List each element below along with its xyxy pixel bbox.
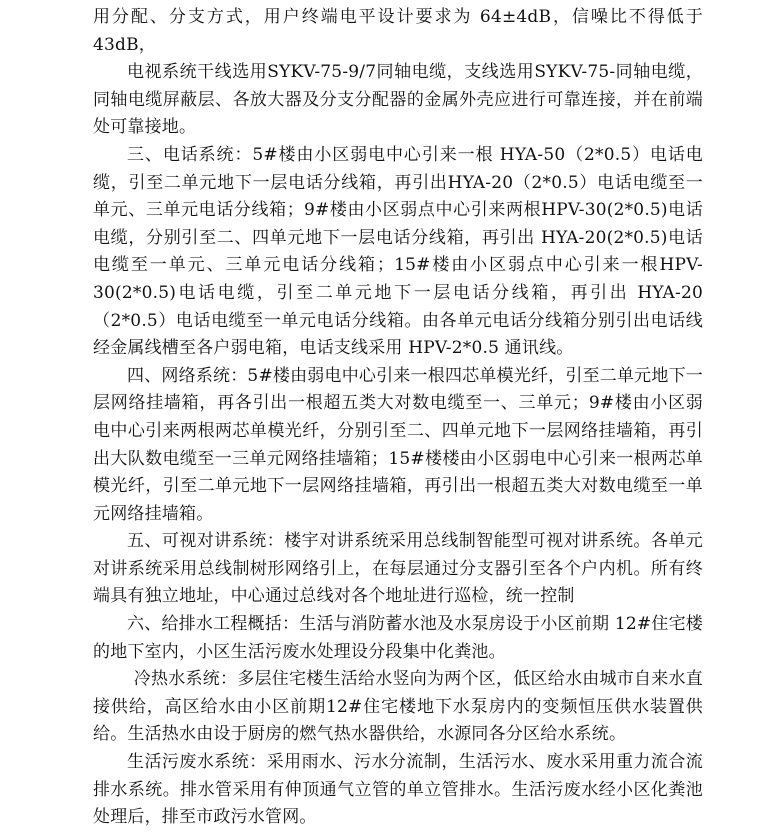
paragraph-sewage-system: 生活污废水系统：采用雨水、污水分流制，生活污水、废水采用重力流合流排水系统。排水管采用有伸顶通气立管的单立管排水。生活污废水经小区化粪池处理后，排至市政污水管网。 <box>93 752 703 828</box>
paragraph-water-supply-drainage: 六、给排水工程概括：生活与消防蓄水池及水泵房设于小区前期 12#住宅楼的地下室内，小区生活污废水处理设分段集中化粪池。 <box>93 614 703 662</box>
paragraph-telephone-system: 三、电话系统：5#楼由小区弱电中心引来一根 HYA-50（2*0.5）电话电缆，引至二单元地下一层电话分线箱，再引出HYA-20（2*0.5）电话电缆至一单元、三单元电话分线箱；9#楼由小区弱点中心引来两根HPV-30(2*0.5)电话电缆，分别引至二、四单元地下一层电话分线箱，再引出 HYA-20(2*0.5)电话电缆至一单元、三单元电话分线箱；15#楼由小区弱点中心引来一根HPV-30(2*0.5)电话电缆，引至二单元地下一层电话分线箱，再引出 HYA-20（2*0.5）电话电缆至一单元电话分线箱。由各单元电话分线箱分别引出电话线经金属线槽至各户弱电箱，电话支线采用 HPV-2*0.5 通讯线。 <box>93 144 703 359</box>
paragraph-video-intercom: 五、可视对讲系统：楼宇对讲系统采用总线制智能型可视对讲系统。各单元对讲系统采用总线制树形网络引上，在每层通过分支器引至各个户内机。所有终端具有独立地址，中心通过总线对各个地址进行巡检，统一控制 <box>93 531 703 607</box>
paragraph-tv-signal-level: 用分配、分支方式，用户终端电平设计要求为 64±4dB，信噪比不得低于43dB， <box>93 7 703 55</box>
paragraph-hot-cold-water: 冷热水系统：多层住宅楼生活给水竖向为两个区，低区给水由城市自来水直接供给，高区给水由小区前期12#住宅楼地下水泵房内的变频恒压供水装置供给。生活热水由设于厨房的燃气热水器供给，水源同各分区给水系统。 <box>93 669 703 745</box>
paragraph-network-system: 四、网络系统：5#楼由弱电中心引来一根四芯单模光纤，引至二单元地下一层网络挂墙箱，再各引出一根超五类大对数电缆至一、三单元；9#楼由小区弱电中心引来两根两芯单模光纤，分别引至二、四单元地下一层网络挂墙箱，再引出大队数电缆至一三单元网络挂墙箱；15#楼楼由小区弱电中心引来一根两芯单模光纤，引至二单元地下一层网络挂墙箱，再引出一根超五类大对数电缆至一单元网络挂墙箱。 <box>93 365 703 524</box>
paragraph-tv-cable: 电视系统干线选用SYKV-75-9/7同轴电缆，支线选用SYKV-75-同轴电缆，同轴电缆屏蔽层、各放大器及分支分配器的金属外壳应进行可靠连接，并在前端处可靠接地。 <box>93 62 703 138</box>
